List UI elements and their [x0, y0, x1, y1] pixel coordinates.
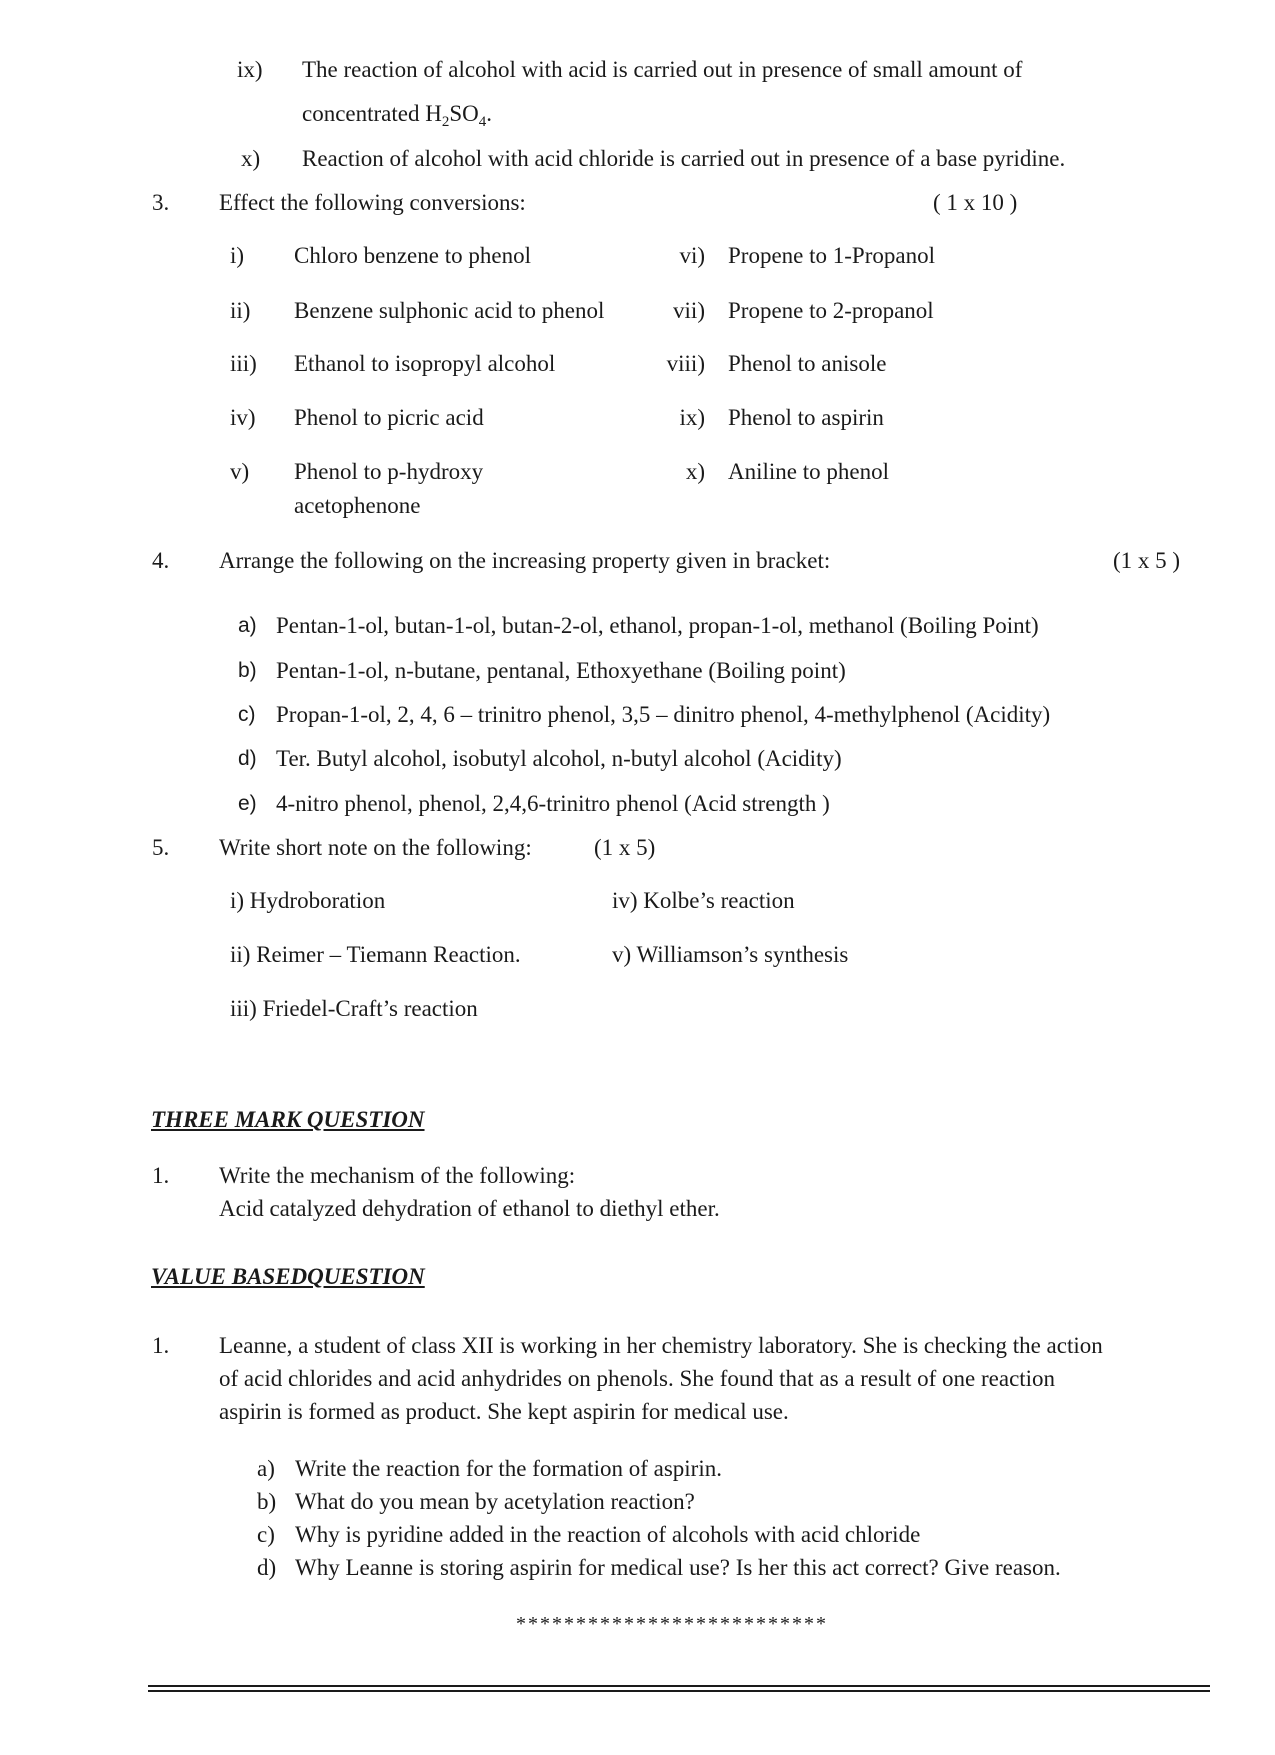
- q3-left-text: Phenol to picric acid: [294, 405, 484, 430]
- item-ix-text-line2: concentrated $H_2SO_4$.: [302, 101, 492, 130]
- q4-item-text: Ter. Butyl alcohol, isobutyl alcohol, n-butyl alcohol (Acidity): [276, 746, 842, 771]
- q3-left-text: Benzene sulphonic acid to phenol: [294, 298, 605, 323]
- footer-rule-top: [148, 1685, 1210, 1687]
- q5-note-item: iv) Kolbe’s reaction: [612, 888, 795, 913]
- q3-number: 3.: [152, 190, 170, 215]
- q3-right-text: Aniline to phenol: [728, 459, 889, 484]
- q3-right-text: Phenol to aspirin: [728, 405, 884, 430]
- footer-rule-bottom: [148, 1690, 1210, 1692]
- q5-note-item: iii) Friedel-Craft’s reaction: [230, 996, 478, 1021]
- q3-text: Effect the following conversions:: [219, 190, 526, 215]
- q4-item-letter: e): [238, 792, 257, 815]
- q4-item-text: Pentan-1-ol, butan-1-ol, butan-2-ol, ethanol, propan-1-ol, methanol (Boiling Point): [276, 613, 1039, 638]
- q3-right-text: Propene to 2-propanol: [728, 298, 934, 323]
- q3-right-text: Phenol to anisole: [728, 351, 887, 376]
- value-based-sub-text: What do you mean by acetylation reaction?: [295, 1489, 695, 1514]
- q4-number: 4.: [152, 548, 170, 573]
- value-based-sub-text: Why is pyridine added in the reaction of alcohols with acid chloride: [295, 1522, 921, 1547]
- value-based-sub-text: Why Leanne is storing aspirin for medical use? Is her this act correct? Give reason.: [295, 1555, 1061, 1580]
- q4-marks: (1 x 5 ): [1113, 548, 1181, 573]
- q4-item-letter: b): [238, 659, 257, 682]
- q3-left-num: iii): [230, 351, 257, 376]
- value-based-heading: VALUE BASEDQUESTION: [151, 1264, 425, 1289]
- q4-item-letter: d): [238, 747, 257, 770]
- q3-left-num: i): [230, 243, 245, 268]
- q3-left-num: iv): [230, 405, 256, 430]
- q3-left-text: Ethanol to isopropyl alcohol: [294, 351, 556, 376]
- q4-item-text: 4-nitro phenol, phenol, 2,4,6-trinitro phenol (Acid strength ): [276, 791, 830, 816]
- q3-right-text: Propene to 1-Propanol: [728, 243, 935, 268]
- item-ix-number: ix): [237, 57, 263, 82]
- q5-text: Write short note on the following:: [219, 835, 532, 860]
- q4-item-text: Pentan-1-ol, n-butane, pentanal, Ethoxyethane (Boiling point): [276, 658, 846, 683]
- value-based-para-line: Leanne, a student of class XII is working in her chemistry laboratory. She is checking the action: [219, 1333, 1103, 1358]
- q4-text: Arrange the following on the increasing property given in bracket:: [219, 548, 831, 573]
- q3-right-num: vii): [673, 298, 705, 323]
- value-based-sub-text: Write the reaction for the formation of aspirin.: [295, 1456, 722, 1481]
- q4-item-letter: c): [238, 703, 256, 726]
- q3-left-text-line2: acetophenone: [294, 493, 421, 518]
- value-based-sub-letter: d): [257, 1555, 277, 1580]
- three-mark-number: 1.: [152, 1163, 170, 1188]
- q3-right-num: vi): [679, 243, 705, 268]
- asterisk-separator: **************************: [516, 1613, 828, 1635]
- q3-marks: ( 1 x 10 ): [933, 190, 1018, 215]
- value-based-number: 1.: [152, 1333, 170, 1358]
- value-based-para-line: of acid chlorides and acid anhydrides on phenols. She found that as a result of one reaction: [219, 1366, 1056, 1391]
- q3-right-num: ix): [679, 405, 705, 430]
- q3-left-num: ii): [230, 298, 251, 323]
- three-mark-line1: Write the mechanism of the following:: [219, 1163, 576, 1188]
- three-mark-line2: Acid catalyzed dehydration of ethanol to diethyl ether.: [219, 1196, 720, 1221]
- q5-note-item: v) Williamson’s synthesis: [612, 942, 849, 967]
- item-x-number: x): [241, 146, 261, 171]
- q3-left-text: Phenol to p-hydroxy: [294, 459, 484, 484]
- q5-marks: (1 x 5): [594, 835, 656, 860]
- value-based-para-line: aspirin is formed as product. She kept aspirin for medical use.: [219, 1399, 789, 1424]
- q3-right-num: x): [685, 459, 705, 484]
- q3-left-text: Chloro benzene to phenol: [294, 243, 531, 268]
- q3-right-num: viii): [666, 351, 705, 376]
- three-mark-heading: THREE MARK QUESTION: [151, 1107, 425, 1132]
- q5-note-item: ii) Reimer – Tiemann Reaction.: [230, 942, 521, 967]
- value-based-sub-letter: b): [257, 1489, 277, 1514]
- item-ix-text: The reaction of alcohol with acid is carried out in presence of small amount of: [302, 57, 1023, 82]
- value-based-sub-letter: a): [257, 1456, 275, 1481]
- q3-left-num: v): [230, 459, 250, 484]
- item-x-text: Reaction of alcohol with acid chloride is carried out in presence of a base pyridine.: [302, 146, 1066, 171]
- q5-number: 5.: [152, 835, 170, 860]
- q5-note-item: i) Hydroboration: [230, 888, 386, 913]
- value-based-sub-letter: c): [257, 1522, 275, 1547]
- q4-item-text: Propan-1-ol, 2, 4, 6 – trinitro phenol, 3,5 – dinitro phenol, 4-methylphenol (Acidity): [276, 702, 1051, 727]
- q4-item-letter: a): [238, 614, 257, 637]
